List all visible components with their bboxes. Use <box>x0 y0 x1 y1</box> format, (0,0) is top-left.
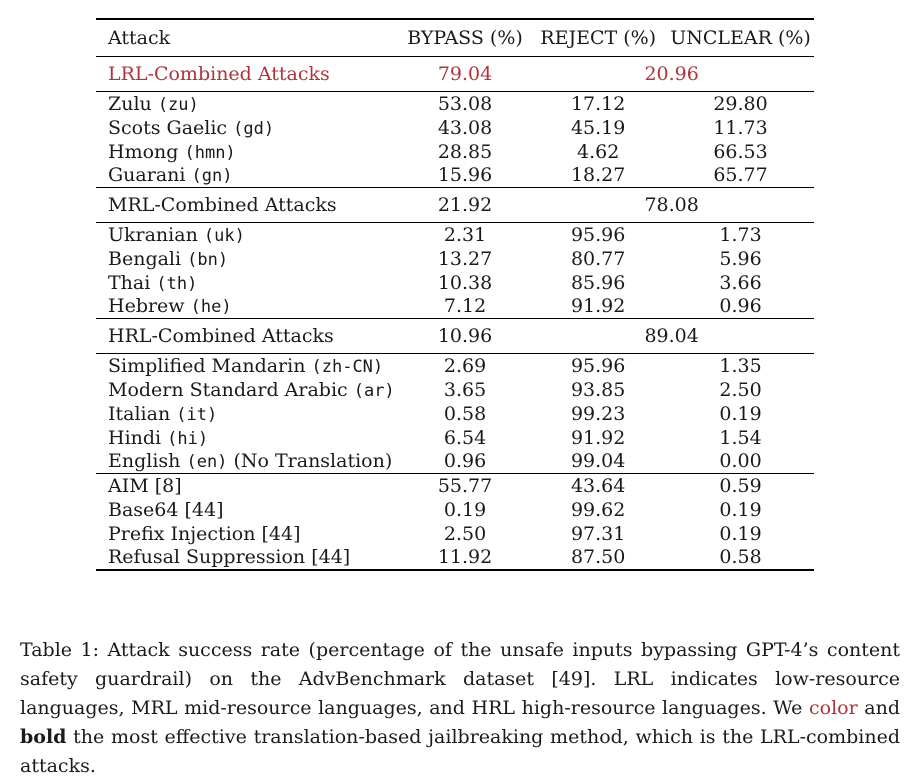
mrl-group-row <box>96 188 814 223</box>
baseline-row <box>96 498 814 522</box>
mrl-row-unclear: 1.73 <box>667 223 814 247</box>
language-code: (hmn) <box>184 142 236 163</box>
language-code: (it) <box>176 404 218 425</box>
baseline-name: AIM [8] <box>96 474 401 498</box>
hrl-row-reject: 95.96 <box>529 354 667 378</box>
baseline-name: Prefix Injection [44] <box>108 522 301 545</box>
caption-and-word: and <box>857 697 900 719</box>
lrl-row-name <box>96 140 401 164</box>
mrl-row-name <box>96 247 401 271</box>
mrl-row <box>96 295 814 319</box>
lrl-row-reject: 17.12 <box>529 92 667 116</box>
lrl-row-name <box>96 92 401 116</box>
language-code: (he) <box>190 297 232 318</box>
hrl-row-reject: 93.85 <box>570 378 626 401</box>
hrl-row-reject: 99.04 <box>570 450 626 473</box>
language-code: (uk) <box>203 225 245 246</box>
language-name: Italian <box>108 402 171 425</box>
language-name: Zulu <box>108 92 152 115</box>
hrl-group-row <box>96 319 814 354</box>
lrl-row-unclear: 65.77 <box>713 164 768 187</box>
mrl-group-label: MRL-Combined Attacks <box>96 188 401 223</box>
hrl-row-name <box>96 378 401 402</box>
baseline-row <box>96 522 814 546</box>
caption-part2: the most effective translation-based jailbreaking method, which is the LRL-combined attacks. <box>20 726 900 777</box>
mrl-row-unclear: 0.96 <box>719 295 762 318</box>
language-name: Bengali <box>108 247 182 270</box>
mrl-row-reject: 95.96 <box>529 223 667 247</box>
mrl-group-bypass: 21.92 <box>401 188 530 223</box>
table-header-row <box>96 19 814 57</box>
baseline-reject: 99.62 <box>570 498 626 521</box>
mrl-row-bypass: 2.31 <box>401 223 530 247</box>
hrl-row <box>96 354 814 378</box>
lrl-row-reject: 4.62 <box>577 140 620 163</box>
lrl-row-unclear: 66.53 <box>713 140 768 163</box>
mrl-row <box>96 223 814 247</box>
header-attack: Attack <box>96 19 401 57</box>
lrl-row <box>96 116 814 140</box>
lrl-row-name <box>96 164 401 188</box>
baseline-reject: 97.31 <box>570 522 626 545</box>
baseline-reject: 43.64 <box>529 474 667 498</box>
lrl-row-bypass: 43.08 <box>437 116 493 139</box>
hrl-row-name <box>96 426 401 450</box>
hrl-group-reject-unclear: 89.04 <box>529 319 814 354</box>
hrl-row-reject: 91.92 <box>570 426 626 449</box>
lrl-row-name <box>96 116 401 140</box>
language-name: Hmong <box>108 140 179 163</box>
mrl-row <box>96 247 814 271</box>
mrl-row-reject: 91.92 <box>570 295 626 318</box>
language-code: (hi) <box>167 428 209 449</box>
baseline-bypass: 0.19 <box>443 498 487 521</box>
baseline-name: Base64 [44] <box>108 498 224 521</box>
language-code: (gd) <box>233 118 275 139</box>
hrl-row <box>96 450 814 474</box>
header-unclear: UNCLEAR (%) <box>667 19 814 57</box>
caption-part1: Table 1: Attack success rate (percentage of the unsafe inputs bypassing GPT-4’s content safety guardrail) on the AdvBenchmark dataset [49]. LRL indicates low-resource languages, MRL mid-resource languages, and HRL high-resource languages. We <box>20 639 900 719</box>
language-name: Ukranian <box>108 223 198 246</box>
hrl-row-bypass: 3.65 <box>443 378 487 401</box>
lrl-row-reject: 18.27 <box>570 164 626 187</box>
caption-bold-word: bold <box>20 726 67 748</box>
baseline-unclear: 0.59 <box>667 474 814 498</box>
baseline-bypass: 2.50 <box>443 522 487 545</box>
language-code: (th) <box>156 273 198 294</box>
hrl-row-unclear: 0.00 <box>719 450 762 473</box>
lrl-row-bypass: 15.96 <box>437 164 493 187</box>
mrl-row-unclear: 3.66 <box>719 271 762 294</box>
table-caption <box>20 636 900 781</box>
baseline-name: Refusal Suppression [44] <box>96 546 401 570</box>
hrl-row-bypass: 0.58 <box>443 402 487 425</box>
mrl-row <box>96 271 814 295</box>
language-name: Thai <box>108 271 151 294</box>
lrl-row-bypass: 53.08 <box>401 92 530 116</box>
hrl-group-bypass: 10.96 <box>401 319 530 354</box>
hrl-row-name <box>96 354 401 378</box>
baseline-row <box>96 474 814 498</box>
lrl-row-reject: 45.19 <box>570 116 626 139</box>
mrl-row-name <box>96 223 401 247</box>
mrl-group-reject-unclear: 78.08 <box>529 188 814 223</box>
language-code: (ar) <box>353 380 395 401</box>
hrl-row-bypass: 0.96 <box>443 450 487 473</box>
language-code: (bn) <box>187 249 229 270</box>
hrl-row-unclear: 1.54 <box>719 426 762 449</box>
baseline-row <box>96 546 814 570</box>
language-name: Simplified Mandarin <box>108 354 306 377</box>
lrl-row <box>96 164 814 188</box>
header-bypass: BYPASS (%) <box>401 19 530 57</box>
mrl-row-reject: 85.96 <box>570 271 626 294</box>
mrl-row-reject: 80.77 <box>570 247 626 270</box>
results-table <box>96 18 814 571</box>
hrl-row <box>96 426 814 450</box>
lrl-row-bypass: 28.85 <box>437 140 493 163</box>
lrl-row-unclear: 11.73 <box>713 116 768 139</box>
language-name: Hebrew <box>108 295 185 318</box>
language-code: (zh-CN) <box>311 356 384 377</box>
lrl-row <box>96 92 814 116</box>
hrl-row-unclear: 2.50 <box>719 378 762 401</box>
hrl-row <box>96 378 814 402</box>
mrl-row-bypass: 13.27 <box>437 247 493 270</box>
language-name: Scots Gaelic <box>108 116 228 139</box>
hrl-row-bypass: 2.69 <box>401 354 530 378</box>
language-name: Guarani <box>108 164 186 187</box>
lrl-group-reject-unclear: 20.96 <box>529 57 814 92</box>
header-reject: REJECT (%) <box>529 19 667 57</box>
hrl-row-name <box>96 402 401 426</box>
hrl-group-label: HRL-Combined Attacks <box>96 319 401 354</box>
caption-color-word: color <box>809 697 858 719</box>
hrl-row-bypass: 6.54 <box>443 426 487 449</box>
baseline-unclear: 0.19 <box>719 522 762 545</box>
language-name: Hindi <box>108 426 162 449</box>
lrl-group-bypass: 79.04 <box>401 57 530 92</box>
mrl-row-bypass: 10.38 <box>437 271 493 294</box>
language-code: (en) <box>186 452 228 473</box>
baseline-unclear: 0.19 <box>719 498 762 521</box>
mrl-row-name <box>96 271 401 295</box>
baseline-unclear: 0.58 <box>667 546 814 570</box>
hrl-row-name <box>96 450 401 474</box>
hrl-row-unclear: 0.19 <box>719 402 762 425</box>
hrl-row-unclear: 1.35 <box>667 354 814 378</box>
lrl-row <box>96 140 814 164</box>
language-name: Modern Standard Arabic <box>108 378 348 401</box>
baseline-bypass: 11.92 <box>401 546 530 570</box>
language-suffix: (No Translation) <box>233 450 393 473</box>
language-code: (gn) <box>191 166 233 187</box>
hrl-row <box>96 402 814 426</box>
language-name: English <box>108 450 181 473</box>
lrl-row-unclear: 29.80 <box>667 92 814 116</box>
mrl-row-unclear: 5.96 <box>719 247 762 270</box>
lrl-group-label: LRL-Combined Attacks <box>96 57 401 92</box>
mrl-row-name <box>96 295 401 319</box>
hrl-row-reject: 99.23 <box>570 402 626 425</box>
baseline-reject: 87.50 <box>529 546 667 570</box>
baseline-bypass: 55.77 <box>401 474 530 498</box>
language-code: (zu) <box>157 94 199 115</box>
lrl-group-row <box>96 57 814 92</box>
mrl-row-bypass: 7.12 <box>443 295 487 318</box>
